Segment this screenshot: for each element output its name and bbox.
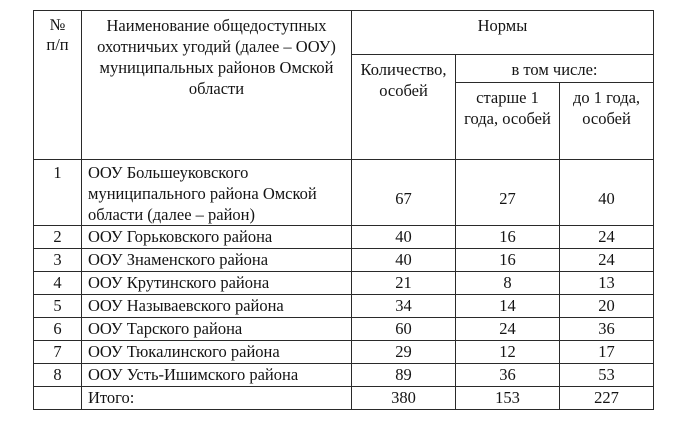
row-qty: 67 <box>352 160 456 226</box>
header-num-cell <box>34 11 82 160</box>
row-older: 16 <box>456 249 560 272</box>
table-row <box>34 272 654 295</box>
row-name: ООУ Горьковского района <box>82 226 352 249</box>
row-name: ООУ Называевского района <box>82 295 352 318</box>
row-older: 36 <box>456 364 560 387</box>
row-name: ООУ Крутинского района <box>82 272 352 295</box>
row-num: 3 <box>34 249 82 272</box>
row-younger: 40 <box>560 160 654 226</box>
row-younger: 13 <box>560 272 654 295</box>
row-num: 8 <box>34 364 82 387</box>
total-younger: 227 <box>560 387 654 410</box>
row-younger: 17 <box>560 341 654 364</box>
header-name: Наименование общедоступных охотничьих угодий (далее – ООУ) муниципальных районов Омской области <box>97 16 336 98</box>
row-qty: 34 <box>352 295 456 318</box>
table-row <box>34 341 654 364</box>
total-num-empty <box>34 387 82 410</box>
row-qty: 89 <box>352 364 456 387</box>
header-norms: Нормы <box>352 11 654 55</box>
row-qty: 29 <box>352 341 456 364</box>
row-younger: 20 <box>560 295 654 318</box>
row-name: ООУ Тарского района <box>82 318 352 341</box>
header-num: № п/п <box>46 15 69 54</box>
row-qty: 60 <box>352 318 456 341</box>
row-num: 1 <box>34 160 82 226</box>
total-older: 153 <box>456 387 560 410</box>
row-num: 5 <box>34 295 82 318</box>
row-qty: 21 <box>352 272 456 295</box>
header-older <box>456 83 560 160</box>
row-num: 4 <box>34 272 82 295</box>
row-name: ООУ Тюкалинского района <box>82 341 352 364</box>
row-older: 14 <box>456 295 560 318</box>
header-younger-text: до 1 года, особей <box>572 88 641 128</box>
row-younger: 53 <box>560 364 654 387</box>
header-younger <box>560 83 654 160</box>
row-num: 6 <box>34 318 82 341</box>
row-qty: 40 <box>352 249 456 272</box>
row-older: 24 <box>456 318 560 341</box>
table-row <box>34 160 654 226</box>
table-row <box>34 364 654 387</box>
row-num: 2 <box>34 226 82 249</box>
row-younger: 24 <box>560 249 654 272</box>
row-name: ООУ Знаменского района <box>82 249 352 272</box>
row-name: ООУ Большеуковского муниципального района Омской области (далее – район) <box>82 160 352 226</box>
total-row <box>34 387 654 410</box>
header-including: в том числе: <box>456 55 654 83</box>
total-qty: 380 <box>352 387 456 410</box>
norms-table <box>33 10 654 410</box>
row-num: 7 <box>34 341 82 364</box>
header-older-text: старше 1 года, особей <box>464 88 551 128</box>
table-row <box>34 249 654 272</box>
row-younger: 24 <box>560 226 654 249</box>
table-row <box>34 318 654 341</box>
row-older: 27 <box>456 160 560 226</box>
row-older: 8 <box>456 272 560 295</box>
row-younger: 36 <box>560 318 654 341</box>
row-older: 12 <box>456 341 560 364</box>
row-older: 16 <box>456 226 560 249</box>
table-row <box>34 295 654 318</box>
header-name-cell <box>82 11 352 160</box>
row-name: ООУ Усть-Ишимского района <box>82 364 352 387</box>
row-qty: 40 <box>352 226 456 249</box>
total-label: Итого: <box>82 387 352 410</box>
header-quantity: Количество, особей <box>352 55 456 160</box>
table-row <box>34 226 654 249</box>
